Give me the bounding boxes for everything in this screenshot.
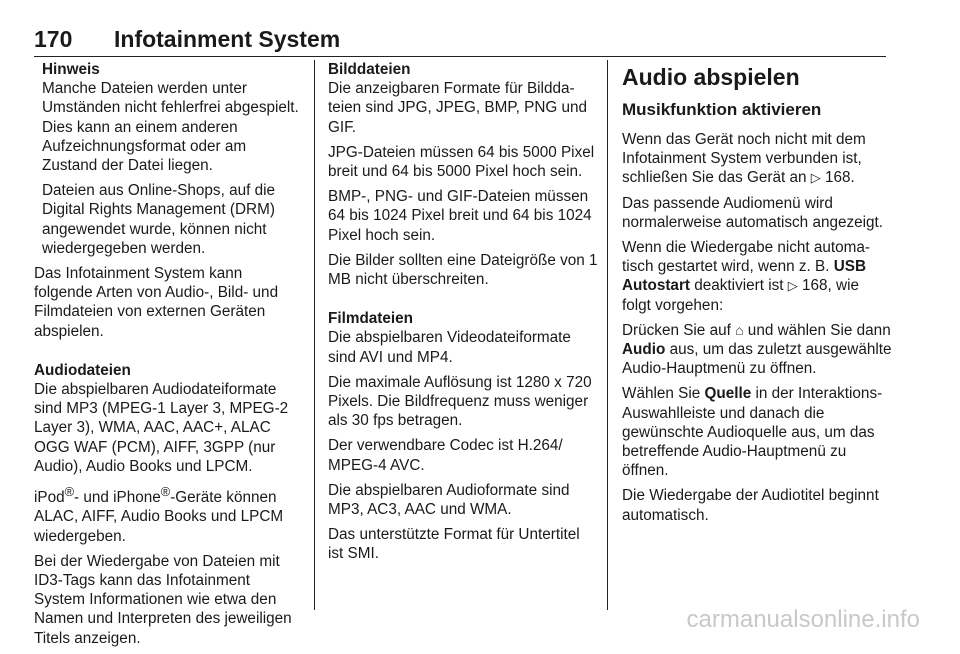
audio-files-text-3: Bei der Wiedergabe von Dateien mit ID3-Tags kann das Infotainment System Informationen wie etwa den Namen und Interpreten des jeweiligen Titels anzeigen.: [34, 552, 292, 647]
movie-files-text-5: Das unterstützte Format für Untertitel ist SMI.: [328, 526, 580, 563]
page-title: Infotainment System: [114, 26, 341, 52]
note-label: Hinweis: [42, 61, 100, 78]
note-box: [34, 60, 304, 258]
movie-files-heading: Filmdateien: [328, 310, 413, 328]
audio-files-text-2: iPod®- und iPhone®-Geräte können ALAC, AIFF, Audio Books und LPCM wiedergeben.: [34, 484, 284, 545]
subsection-heading: Musikfunktion aktivieren: [622, 100, 822, 119]
column-3: [622, 60, 892, 531]
home-icon: ⌂: [735, 321, 744, 338]
audio-label: Audio: [622, 341, 666, 359]
source-label: Quelle: [704, 385, 752, 403]
column-1: [34, 60, 304, 654]
paragraph-autostart: Wenn die Wiedergabe nicht automatisch gestartet wird, wenn z. B. USB Autostart deaktiviert ist ▷ 168, wie folgt vorgehen:: [622, 239, 871, 314]
paragraph-playback: Die Wiedergabe der Audiotitel beginnt automatisch.: [622, 487, 879, 524]
movie-files-text-4: Die abspielbaren Audioformate sind MP3, AC3, AAC und WMA.: [328, 481, 570, 519]
paragraph-menu: Das passende Audiomenü wird normalerweise automatisch angezeigt.: [622, 194, 884, 231]
intro-paragraph: Das Infotainment System kann folgende Arten von Audio-, Bild- und Filmdateien von externen Geräten abspielen.: [34, 265, 279, 340]
paragraph-select-source: Wählen Sie Quelle in der Interaktions-Auswahlleiste und danach die gewünschte Audioquelle aus, um das betreffende Audio-Hauptmenü zu öffnen.: [622, 385, 883, 480]
column-2: [328, 60, 598, 570]
registered-mark: ®: [160, 484, 171, 500]
image-files-text-3: BMP-, PNG- und GIF-Dateien müssen 64 bis 1024 Pixel breit und 64 bis 1024 Pixel hoch sein.: [328, 188, 592, 244]
column-divider-1: [314, 60, 315, 610]
image-files-text-4: Die Bilder sollten eine Dateigröße von 1 MB nicht überschreiten.: [328, 251, 598, 289]
note-text-1: Manche Dateien werden unter Umständen nicht fehlerfrei abgespielt. Dies kann an einem anderen Aufzeichnungsformat oder am Zustand der Datei liegen.: [42, 80, 299, 175]
paragraph-press-home: Drücken Sie auf ⌂ und wählen Sie dann Audio aus, um das zuletzt ausgewählte Audio-Hauptmenü zu öffnen.: [622, 321, 892, 378]
image-files-heading: Bilddateien: [328, 61, 411, 78]
movie-files-text-1: Die abspielbaren Videodateiformate sind AVI und MP4.: [328, 329, 571, 366]
section-heading: Audio abspielen: [622, 64, 800, 90]
movie-files-text-3: Der verwendbare Codec ist H.264/ MPEG-4 AVC.: [328, 437, 563, 474]
note-text-2: Dateien aus Online-Shops, auf die Digital Rights Management (DRM) angewendet wurde, können nicht wiedergegeben werden.: [42, 182, 276, 257]
image-files-text-1: Die anzeigbaren Formate für Bilddateien sind JPG, JPEG, BMP, PNG und GIF.: [328, 80, 588, 136]
watermark: carmanualsonline.info: [686, 606, 920, 633]
audio-files-text-1: Die abspielbaren Audiodateiformate sind MP3 (MPEG-1 Layer 3, MPEG-2 Layer 3), WMA, AAC, AAC+, ALAC OGG WAF (PCM), AIFF, 3GPP (nur Audio), Audio Books und LPCM.: [34, 381, 289, 475]
page-header: [34, 22, 886, 57]
paragraph-connect: Wenn das Gerät noch nicht mit dem Infotainment System verbunden ist, schließen Sie das Gerät an ▷ 168.: [622, 131, 866, 187]
audio-files-heading: Audiodateien: [34, 361, 131, 379]
image-files-text-2: JPG-Dateien müssen 64 bis 5000 Pixel breit und 64 bis 5000 Pixel hoch sein.: [328, 143, 595, 181]
registered-mark: ®: [64, 484, 75, 500]
movie-files-text-2: Die maximale Auflösung ist 1280 x 720 Pixels. Die Bildfrequenz muss weniger als 30 fps betragen.: [328, 373, 592, 430]
usb-autostart-label: USB Autostart: [622, 258, 866, 295]
page-ref-arrow-icon: ▷: [810, 170, 821, 186]
page-ref-arrow-icon: ▷: [787, 278, 798, 294]
page-number: 170: [34, 26, 73, 52]
column-divider-2: [607, 60, 608, 610]
